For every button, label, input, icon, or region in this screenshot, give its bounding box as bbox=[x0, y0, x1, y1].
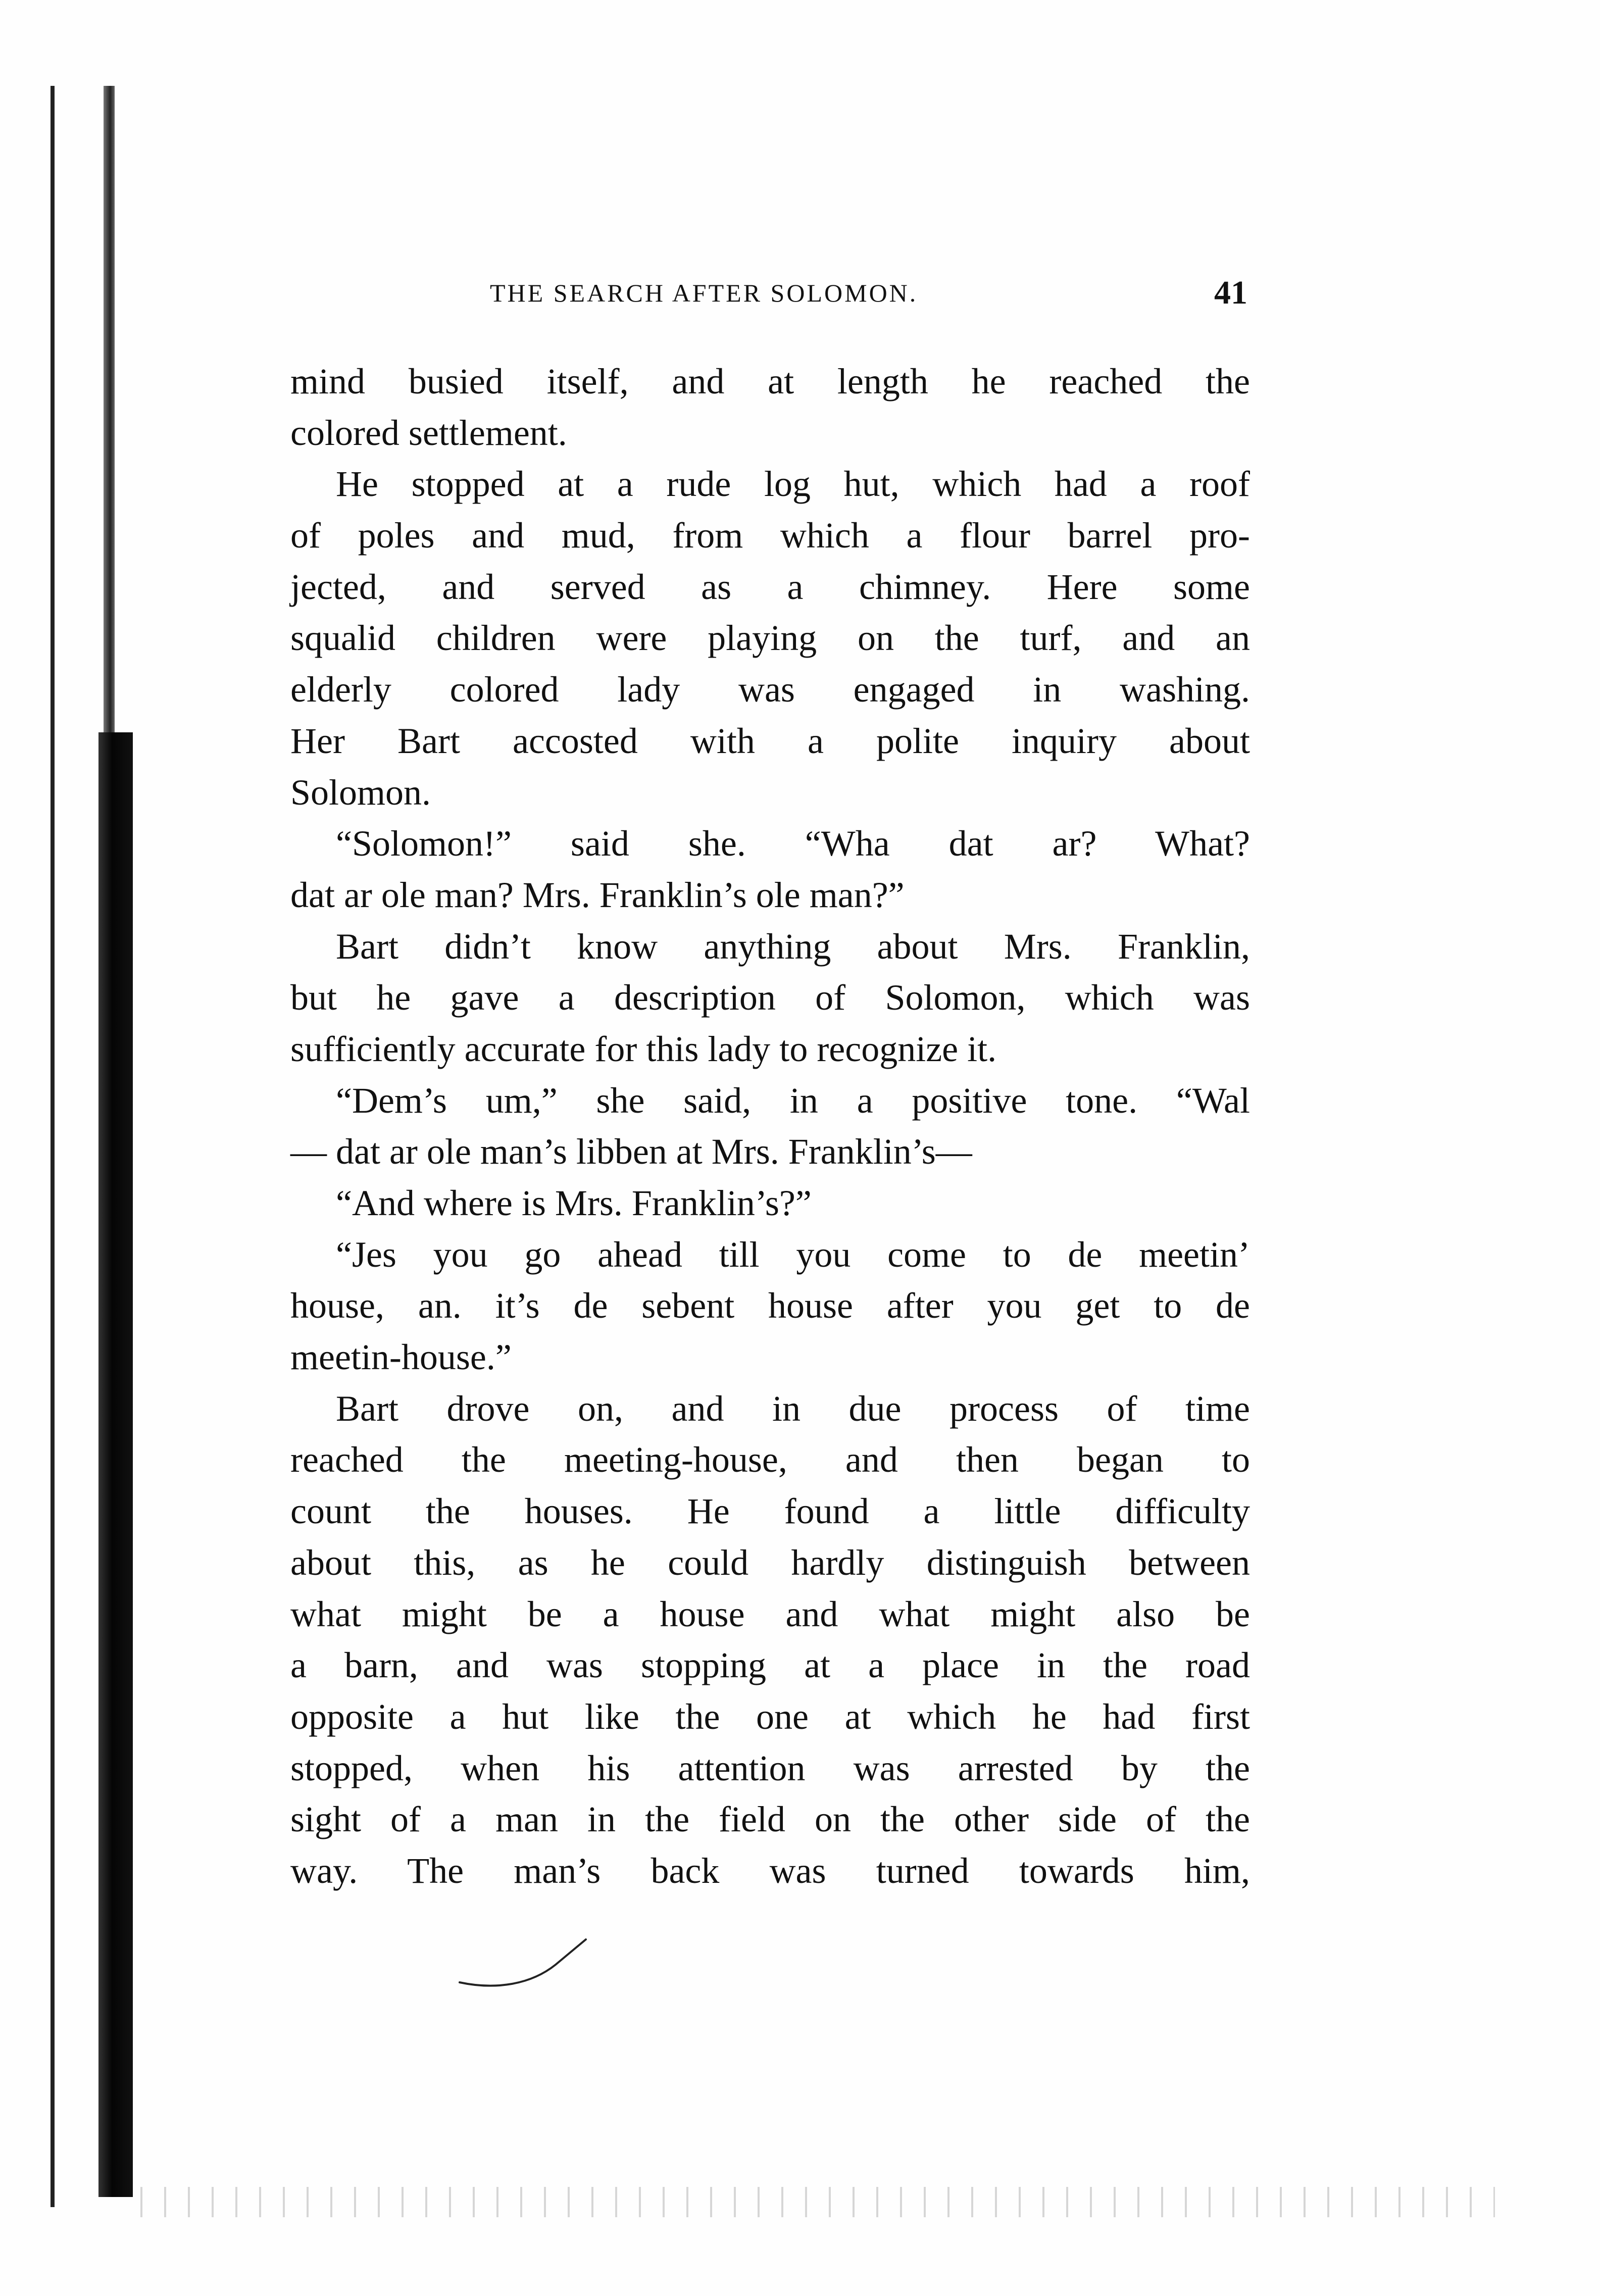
text-line: a barn, and was stopping at a place in the road bbox=[290, 1645, 1250, 1686]
text-line: sight of a man in the field on the other side of the bbox=[290, 1799, 1250, 1840]
text-line: He stopped at a rude log hut, which had a roof bbox=[336, 464, 1250, 505]
text-line: what might be a house and what might also be bbox=[290, 1593, 1250, 1634]
text-line: sufficiently accurate for this lady to recognize it. bbox=[290, 1028, 997, 1069]
text-line: way. The man’s back was turned towards him, bbox=[290, 1850, 1250, 1891]
text-line: mind busied itself, and at length he reached the bbox=[290, 361, 1250, 402]
text-line: Her Bart accosted with a polite inquiry about bbox=[290, 720, 1250, 761]
text-line: Bart drove on, and in due process of time bbox=[336, 1388, 1250, 1429]
text-line: “Dem’s um,” she said, in a positive tone. “Wal bbox=[336, 1080, 1250, 1121]
text-line: stopped, when his attention was arrested by the bbox=[290, 1748, 1250, 1788]
text-line: “Solomon!” said she. “Wha dat ar? What? bbox=[336, 823, 1250, 864]
text-line: “And where is Mrs. Franklin’s?” bbox=[336, 1183, 812, 1223]
text-line: dat ar ole man? Mrs. Franklin’s ole man?” bbox=[290, 874, 905, 915]
text-line: opposite a hut like the one at which he had first bbox=[290, 1696, 1250, 1737]
text-line: squalid children were playing on the turf, and an bbox=[290, 618, 1250, 659]
text-line: count the houses. He found a little difficulty bbox=[290, 1491, 1250, 1532]
text-line: of poles and mud, from which a flour barrel pro- bbox=[290, 515, 1250, 556]
text-line: Bart didn’t know anything about Mrs. Franklin, bbox=[336, 926, 1250, 967]
binding-line bbox=[51, 86, 55, 2207]
text-line: meetin-house.” bbox=[290, 1337, 512, 1378]
text-line: colored settlement. bbox=[290, 412, 567, 453]
page-number: 41 bbox=[1214, 274, 1247, 311]
text-line: about this, as he could hardly distinguish between bbox=[290, 1542, 1250, 1583]
text-line: elderly colored lady was engaged in washing. bbox=[290, 669, 1250, 710]
pencil-mark-icon bbox=[455, 1934, 596, 1995]
text-line: — dat ar ole man’s libben at Mrs. Franklin’s— bbox=[290, 1131, 972, 1172]
page-header bbox=[490, 273, 1247, 313]
text-line: jected, and served as a chimney. Here some bbox=[290, 566, 1250, 607]
text-line: reached the meeting-house, and then began to bbox=[290, 1439, 1250, 1480]
binding-edge-upper bbox=[104, 86, 115, 737]
text-line: Solomon. bbox=[290, 772, 431, 813]
text-line: house, an. it’s de sebent house after you get to de bbox=[290, 1285, 1250, 1326]
body-text bbox=[290, 356, 1250, 1897]
binding-edge bbox=[98, 732, 133, 2197]
text-line: “Jes you go ahead till you come to de meetin’ bbox=[336, 1234, 1250, 1275]
text-line: but he gave a description of Solomon, which was bbox=[290, 977, 1250, 1018]
page-bottom-speckles bbox=[131, 2187, 1495, 2217]
running-title: THE SEARCH AFTER SOLOMON. bbox=[490, 279, 918, 307]
